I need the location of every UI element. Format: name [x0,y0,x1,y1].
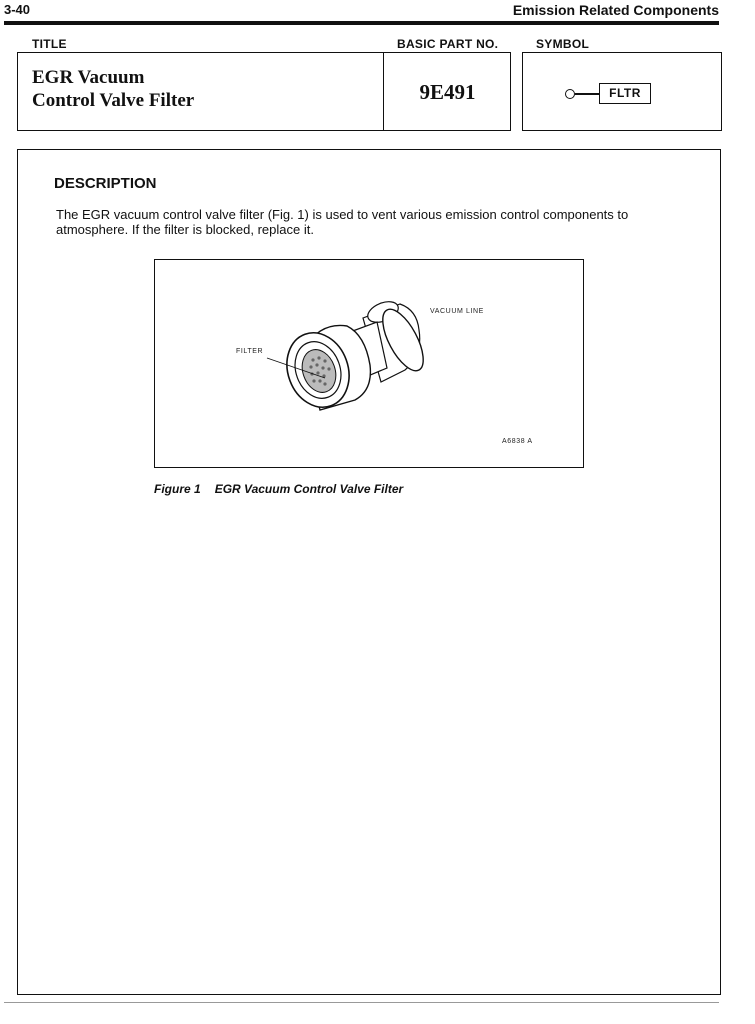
part-column-label: BASIC PART NO. [397,37,499,51]
symbol-line-icon [575,93,599,95]
figure-caption [154,482,403,496]
art-code: A6838 A [502,438,533,445]
component-title-line1: EGR Vacuum [32,67,145,88]
figure-1 [154,259,584,468]
basic-part-number: 9E491 [419,80,476,104]
page-number: 3-40 [4,2,31,17]
symbol-port-icon [565,89,575,99]
bottom-rule [4,1002,719,1003]
header-rule [4,21,719,25]
section-title: Emission Related Components [512,2,719,18]
symbol-filter-box: FLTR [599,83,651,104]
figure-number: Figure 1 [154,482,201,496]
title-column-label: TITLE [32,37,67,51]
component-title-line2: Control Valve Filter [32,90,195,111]
symbol-column-label: SYMBOL [536,37,590,51]
filter-illustration [155,260,583,467]
description-heading: DESCRIPTION [54,175,157,192]
description-body: The EGR vacuum control valve filter (Fig. 1) is used to vent various emission control components to atmosphere. If the filter is blocked, replace it. [56,207,629,237]
figure-caption-text: EGR Vacuum Control Valve Filter [214,482,404,496]
vacuum-line-label: VACUUM LINE [430,308,484,315]
component-title [32,66,194,112]
filter-label: FILTER [236,348,264,355]
